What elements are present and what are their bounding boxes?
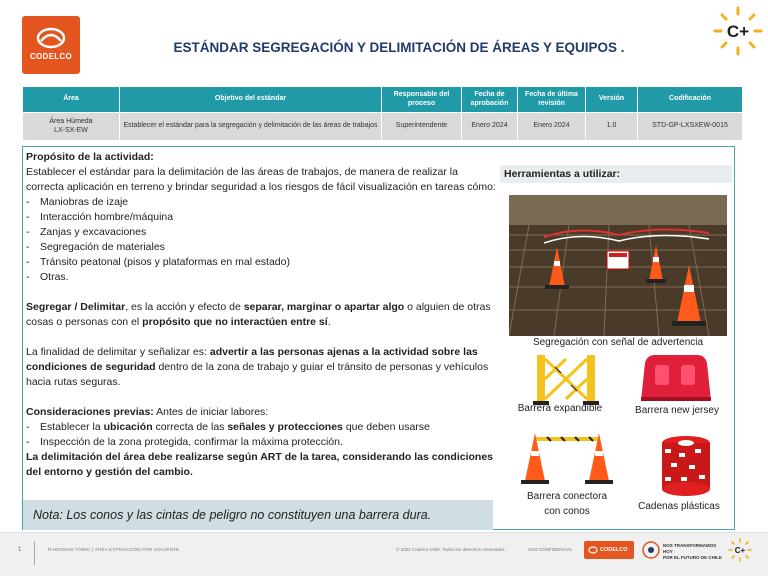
description-column	[26, 150, 496, 480]
cell-version: 1.0	[586, 113, 638, 141]
cell-area	[23, 113, 120, 141]
cell-objetivo: Establecer el estándar para la segregación y delimitación de las áreas de trabajos	[120, 113, 382, 141]
chile-badge-icon	[642, 541, 660, 559]
page-footer	[0, 532, 768, 576]
list-item: - Interacción hombre/máquina	[26, 210, 496, 225]
footer-project-text: RADIOMAD TOMIC | ÁREA EXTRACCIÓN POR SOLVENTE	[48, 547, 180, 552]
purpose-text: Establecer el estándar para la delimitación de las áreas de trabajos, de manera de realizar la correcta aplicación en terreno y brindar seguridad a los riesgos de fácil visualización en tareas cómo:	[26, 166, 496, 193]
prev-list	[26, 420, 496, 450]
c-plus-badge-text: C+	[726, 22, 750, 41]
list-item: - Zanjas y excavaciones	[26, 225, 496, 240]
segregation-photo	[509, 195, 727, 336]
plastic-chains-label: Cadenas plásticas	[638, 501, 720, 512]
page-number: 1	[18, 547, 22, 553]
plastic-chains-image	[651, 431, 721, 501]
cone-connector-barrier-image	[517, 425, 617, 487]
def-term: Segregar / Delimitar	[26, 301, 126, 313]
page-title: ESTÁNDAR SEGREGACIÓN Y DELIMITACIÓN DE ÁREAS Y EQUIPOS .	[173, 40, 625, 55]
purpose-heading: Propósito de la actividad:	[26, 151, 154, 163]
col-version: Versión	[586, 87, 638, 113]
list-item: - Inspección de la zona protegida, confirmar la máxima protección.	[26, 435, 496, 450]
area-line2: LX-SX-EW	[54, 126, 88, 134]
new-jersey-barrier-image	[635, 349, 715, 405]
cell-fecha-revision: Enero 2024	[518, 113, 586, 141]
table-header-row	[23, 87, 743, 113]
content-panel	[22, 146, 735, 530]
svg-text:C+: C+	[734, 546, 746, 555]
definition-paragraph: Segregar / Delimitar, es la acción y efecto de separar, marginar o apartar algo o alguien de otras cosas o personas con el propósito que no interactúen entre sí.	[26, 301, 491, 328]
tools-heading: Herramientas a utilizar:	[500, 165, 732, 183]
cell-codificacion: STD-GP-LXSXEW-0015	[638, 113, 743, 141]
closing-statement: La delimitación del área debe realizarse según ART de la tarea, considerando las condiciones del entorno y gestión del cambio.	[26, 451, 494, 478]
cell-responsable: Superintendente	[382, 113, 462, 141]
area-line1: Área Húmeda	[49, 118, 93, 126]
list-item: - Establecer la ubicación correcta de las señales y protecciones que deben usarse	[26, 420, 496, 435]
col-codificacion: Codificación	[638, 87, 743, 113]
list-item: - Otras.	[26, 270, 496, 285]
prev-heading: Consideraciones previas: Antes de iniciar labores:	[26, 406, 269, 418]
expandable-barrier-image	[531, 351, 601, 407]
col-fecha-aprobacion: Fecha de aprobación	[462, 87, 518, 113]
footer-slogan: NOS TRANSFORMAMOS HOY POR EL FUTURO DE CHILE	[663, 543, 722, 560]
col-responsable: Responsable del proceso	[382, 87, 462, 113]
codelco-logo-icon	[36, 27, 66, 49]
footer-divider	[34, 541, 35, 565]
standard-info-table	[22, 86, 743, 141]
list-item: - Maniobras de izaje	[26, 195, 496, 210]
photo-caption: Segregación con señal de advertencia	[532, 337, 704, 348]
cell-fecha-aprobacion: Enero 2024	[462, 113, 518, 141]
list-item: - Tránsito peatonal (pisos y plataformas en mal estado)	[26, 255, 496, 270]
list-item: - Segregación de materiales	[26, 240, 496, 255]
col-area: Área	[23, 87, 120, 113]
table-row	[23, 113, 743, 141]
footer-c-plus-icon	[728, 538, 752, 562]
purpose-signal-paragraph: La finalidad de delimitar y señalizar es: advertir a las personas ajenas a la actividad sobre las condiciones de seguridad dentro de la zona de trabajo y guiar el tránsito de personas y vehículos hacia rutas seguras.	[26, 346, 489, 388]
codelco-logo	[22, 16, 80, 74]
c-plus-badge-icon	[712, 5, 764, 57]
expandable-barrier-label: Barrera expandible	[517, 403, 603, 414]
col-objetivo: Objetivo del estándar	[120, 87, 382, 113]
footer-copyright: © 2021 Codelco Chile. Todos los derechos reservados	[396, 547, 505, 552]
cone-connector-barrier-label: Barrera conectora con conos	[526, 491, 608, 517]
col-fecha-revision: Fecha de última revisión	[518, 87, 586, 113]
task-list	[26, 195, 496, 285]
new-jersey-barrier-label: Barrera new jersey	[635, 405, 719, 416]
safety-note: Nota: Los conos y las cintas de peligro no constituyen una barrera dura.	[23, 500, 493, 530]
footer-codelco-logo: CODELCO	[584, 541, 634, 559]
codelco-logo-text: CODELCO	[29, 52, 73, 61]
footer-confidential: USO CONFIDENCIAL	[528, 547, 573, 552]
footer-codelco-mark-icon	[588, 545, 598, 555]
